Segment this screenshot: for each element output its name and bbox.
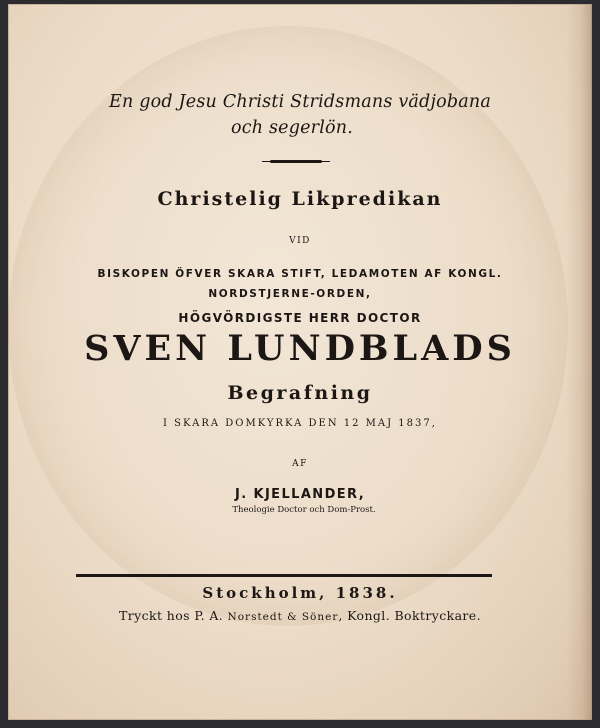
place-date: I SKARA DOMKYRKA DEN 12 MAJ 1837, bbox=[163, 418, 437, 429]
printer-suffix: , Kongl. Boktryckare. bbox=[338, 608, 481, 623]
imprint-printer bbox=[8, 608, 592, 623]
imprint-rule bbox=[76, 574, 492, 577]
printer-prefix: Tryckt hos P. A. bbox=[119, 608, 228, 623]
af-label: AF bbox=[292, 459, 308, 469]
title-page bbox=[8, 4, 592, 720]
vid-label: VID bbox=[289, 236, 311, 246]
printer-name: Norstedt & Söner bbox=[227, 611, 339, 623]
author-name: J. KJELLANDER, bbox=[234, 487, 366, 502]
funeral-heading: Begrafning bbox=[227, 382, 373, 404]
motto-line-2: och segerlön. bbox=[231, 118, 353, 138]
page-title: SVEN LUNDBLADS bbox=[84, 328, 516, 369]
dedication-line-1: BISKOPEN ÖFVER SKARA STIFT, LEDAMOTEN AF KONGL. bbox=[97, 268, 503, 280]
ornament-divider bbox=[270, 160, 322, 163]
author-title: Theologie Doctor och Dom-Prost. bbox=[232, 505, 376, 515]
imprint-city-year: Stockholm, 1838. bbox=[202, 584, 398, 602]
dedication-line-3: HÖGVÖRDIGSTE HERR DOCTOR bbox=[178, 311, 422, 325]
dedication-line-2: NORDSTJERNE-ORDEN, bbox=[208, 288, 372, 300]
subtitle: Christelig Likpredikan bbox=[157, 188, 443, 210]
motto-line-1: En god Jesu Christi Stridsmans vädjobana bbox=[109, 92, 491, 112]
paper-stain bbox=[8, 26, 568, 626]
